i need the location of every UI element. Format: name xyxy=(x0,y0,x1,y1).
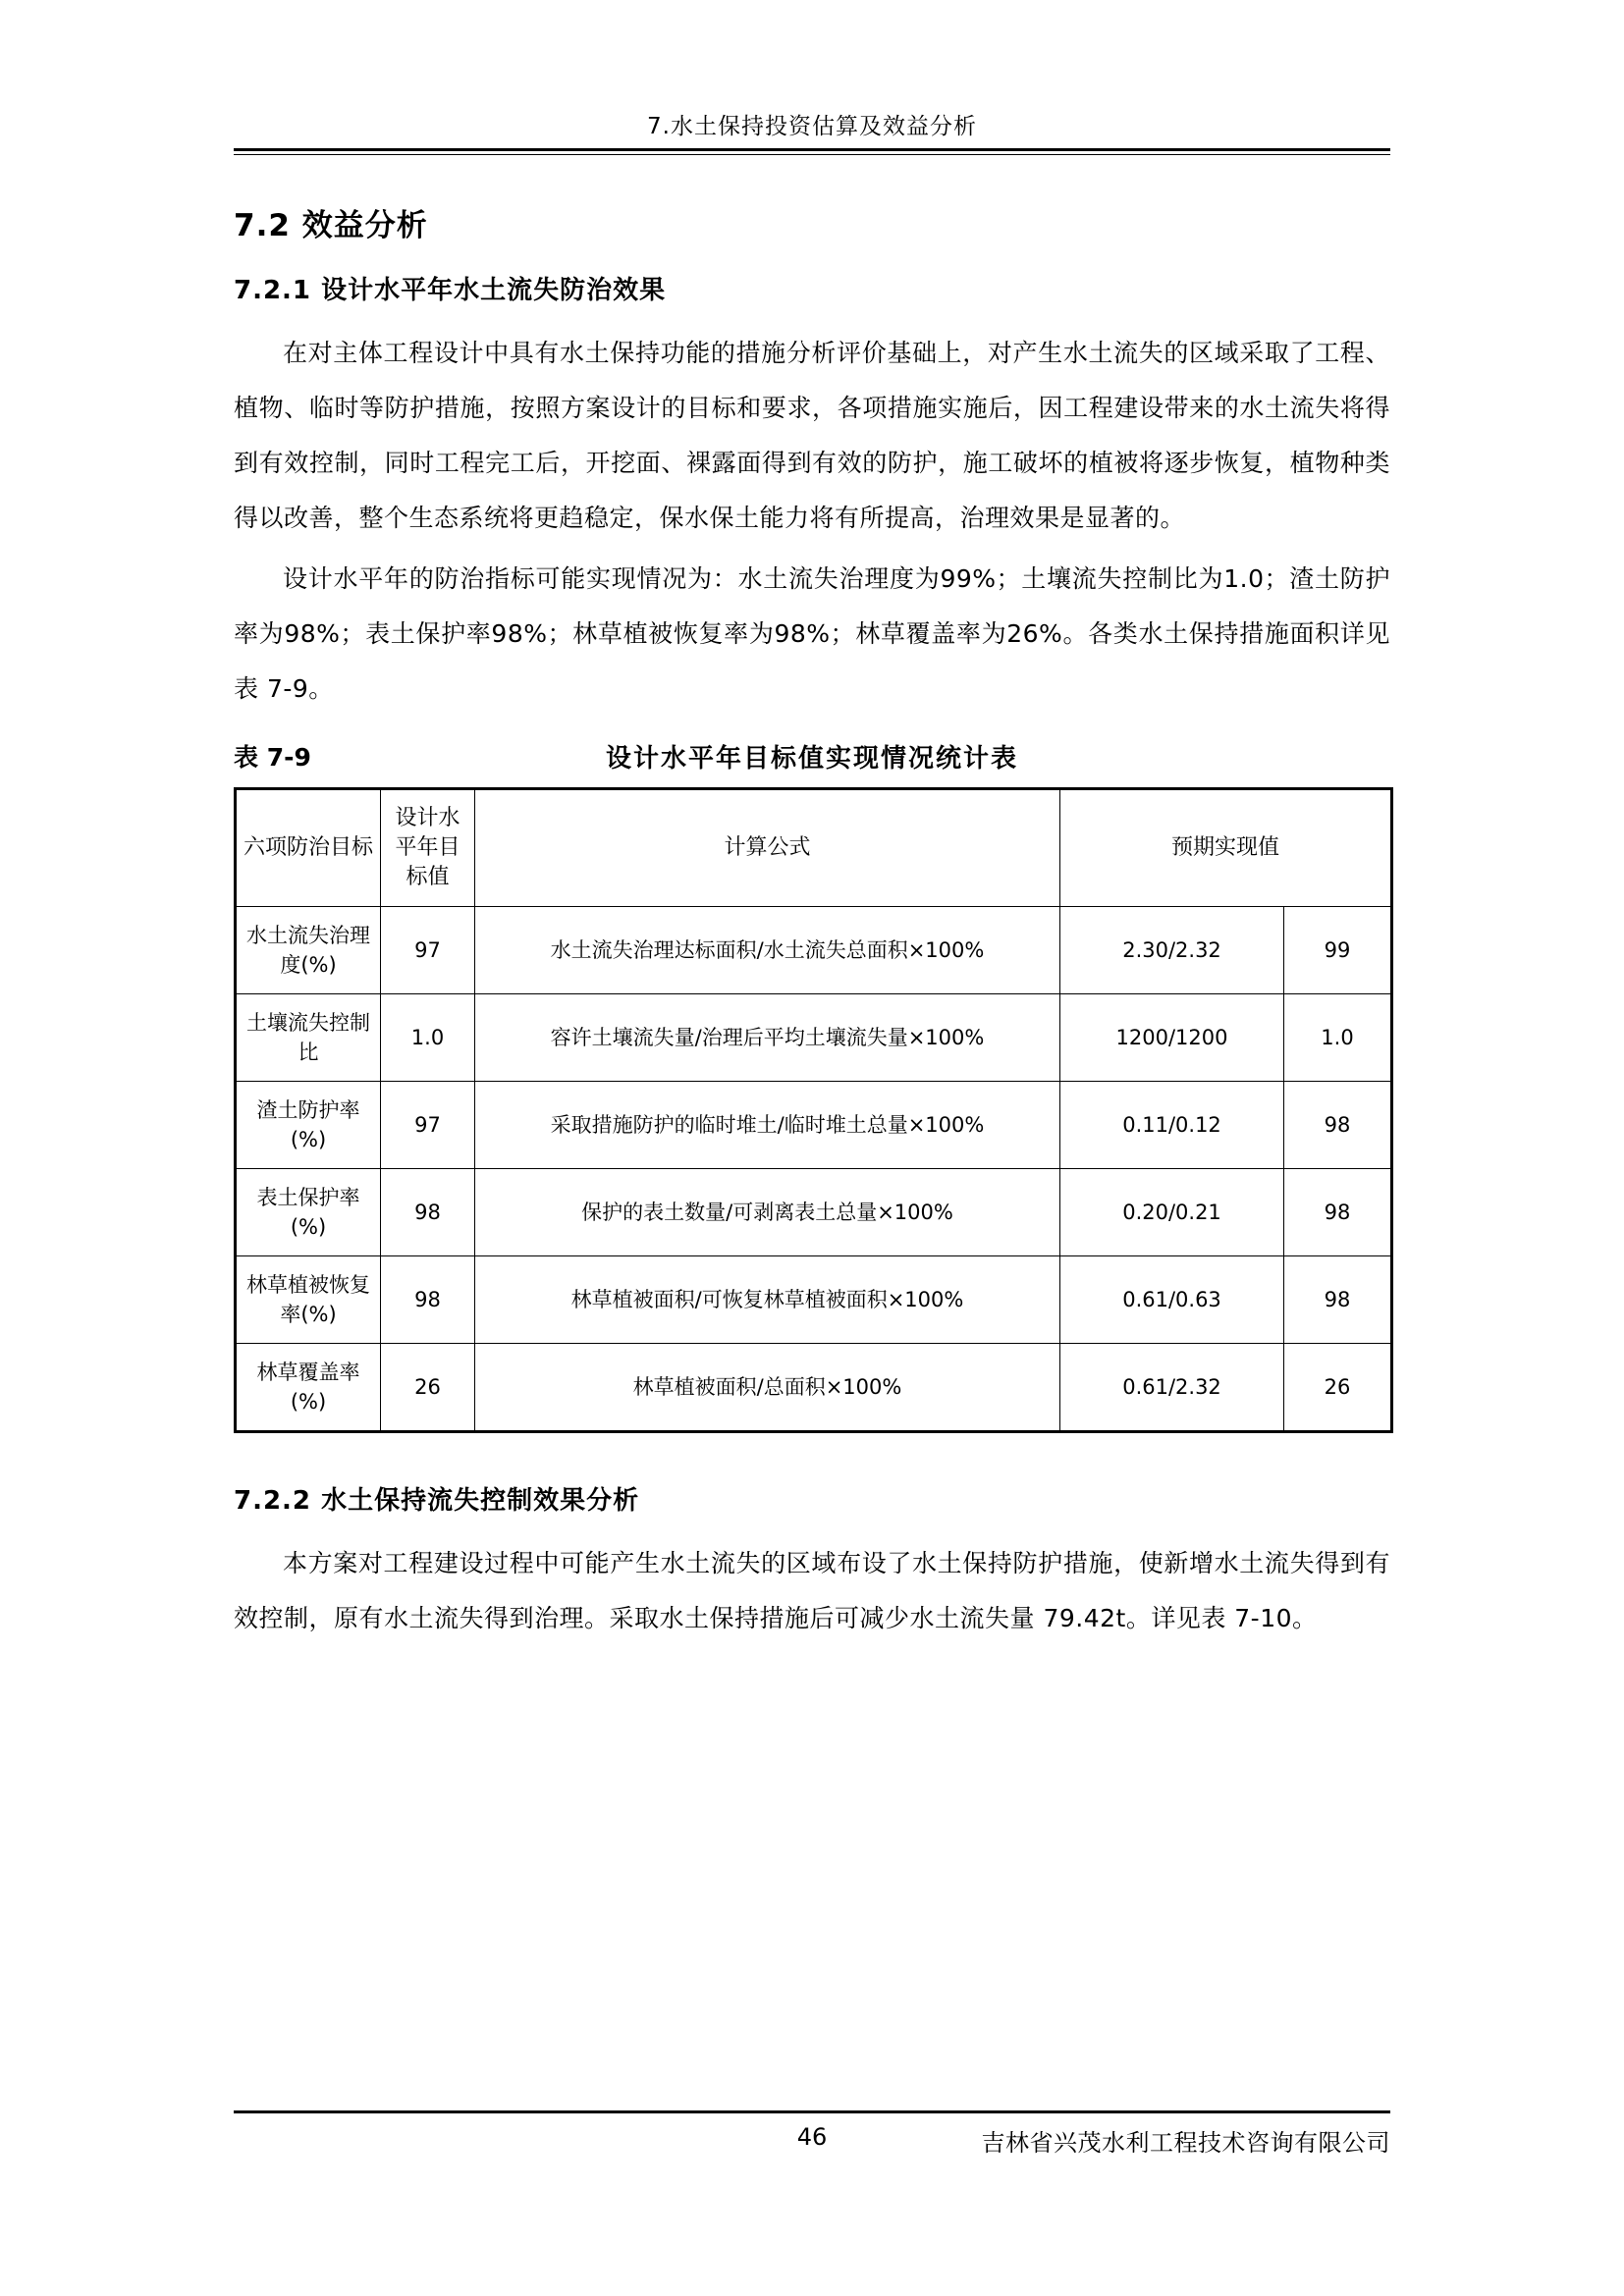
paragraph-7-2-2-1: 本方案对工程建设过程中可能产生水土流失的区域布设了水土保持防护措施，使新增水土流失得到有效控制，原有水土流失得到治理。采取水土保持措施后可减少水土流失量 79.42t。详见表 7-10。 xyxy=(234,1549,1390,1632)
cell-target: 1.0 xyxy=(381,994,475,1082)
table-row xyxy=(236,1169,1392,1256)
cell-name: 林草覆盖率(%) xyxy=(236,1344,381,1432)
table-row xyxy=(236,1082,1392,1169)
cell-value: 2.30/2.32 xyxy=(1060,907,1284,994)
cell-formula: 水土流失治理达标面积/水土流失总面积×100% xyxy=(475,907,1060,994)
cell-formula: 采取措施防护的临时堆土/临时堆土总量×100% xyxy=(475,1082,1060,1169)
cell-target: 97 xyxy=(381,907,475,994)
cell-result: 98 xyxy=(1284,1169,1392,1256)
cell-value: 0.61/2.32 xyxy=(1060,1344,1284,1432)
table-header-row xyxy=(236,789,1392,907)
cell-formula: 林草植被面积/可恢复林草植被面积×100% xyxy=(475,1256,1060,1344)
table-row xyxy=(236,907,1392,994)
header-divider xyxy=(234,148,1390,155)
cell-name: 渣土防护率(%) xyxy=(236,1082,381,1169)
cell-formula: 林草植被面积/总面积×100% xyxy=(475,1344,1060,1432)
cell-result: 98 xyxy=(1284,1082,1392,1169)
page-content xyxy=(234,108,1390,1652)
cell-target: 97 xyxy=(381,1082,475,1169)
table-row xyxy=(236,994,1392,1082)
cell-formula: 容许土壤流失量/治理后平均土壤流失量×100% xyxy=(475,994,1060,1082)
cell-value: 0.11/0.12 xyxy=(1060,1082,1284,1169)
section-title-7-2-1: 7.2.1 设计水平年水土流失防治效果 xyxy=(234,276,667,305)
paragraph-7-2-1-2: 设计水平年的防治指标可能实现情况为：水土流失治理度为99%；土壤流失控制比为1.0；渣土防护率为98%；表土保护率98%；林草植被恢复率为98%；林草覆盖率为26%。各类水土保持措施面积详见表 7-9。 xyxy=(234,564,1390,703)
header-cell-formula: 计算公式 xyxy=(475,789,1060,907)
cell-value: 0.61/0.63 xyxy=(1060,1256,1284,1344)
section-title-7-2-2: 7.2.2 水土保持流失控制效果分析 xyxy=(234,1486,640,1516)
cell-name: 水土流失治理度(%) xyxy=(236,907,381,994)
table-row xyxy=(236,1344,1392,1432)
cell-formula: 保护的表土数量/可剥离表土总量×100% xyxy=(475,1169,1060,1256)
cell-target: 98 xyxy=(381,1169,475,1256)
cell-target: 98 xyxy=(381,1256,475,1344)
header-cell-target: 设计水平年目标值 xyxy=(381,789,475,907)
header-cell-category: 六项防治目标 xyxy=(236,789,381,907)
cell-result: 98 xyxy=(1284,1256,1392,1344)
footer-row xyxy=(234,2123,1390,2163)
page-footer xyxy=(234,2110,1390,2163)
cell-value: 0.20/0.21 xyxy=(1060,1169,1284,1256)
page-number: 46 xyxy=(796,2123,828,2151)
table-number: 表 7-9 xyxy=(234,743,311,772)
cell-result: 99 xyxy=(1284,907,1392,994)
cell-name: 林草植被恢复率(%) xyxy=(236,1256,381,1344)
header-cell-expected: 预期实现值 xyxy=(1060,789,1392,907)
cell-name: 表土保护率(%) xyxy=(236,1169,381,1256)
running-header: 7.水土保持投资估算及效益分析 xyxy=(647,114,977,139)
paragraph-7-2-1-1: 在对主体工程设计中具有水土保持功能的措施分析评价基础上，对产生水土流失的区域采取了工程、植物、临时等防护措施，按照方案设计的目标和要求，各项措施实施后，因工程建设带来的水土流失将得到有效控制，同时工程完工后，开挖面、裸露面得到有效的防护，施工破坏的植被将逐步恢复，植物种类得以改善，整个生态系统将更趋稳定，保水保土能力将有所提高，治理效果是显著的。 xyxy=(234,339,1390,532)
cell-target: 26 xyxy=(381,1344,475,1432)
table-caption xyxy=(234,738,1390,781)
table-title: 设计水平年目标值实现情况统计表 xyxy=(605,744,1018,774)
cell-value: 1200/1200 xyxy=(1060,994,1284,1082)
footer-divider xyxy=(234,2110,1390,2113)
cell-result: 26 xyxy=(1284,1344,1392,1432)
footer-organization: 吉林省兴茂水利工程技术咨询有限公司 xyxy=(981,2129,1390,2157)
target-values-table xyxy=(234,787,1393,1433)
cell-result: 1.0 xyxy=(1284,994,1392,1082)
cell-name: 土壤流失控制比 xyxy=(236,994,381,1082)
table-row xyxy=(236,1256,1392,1344)
section-title-7-2: 7.2 效益分析 xyxy=(234,208,428,243)
